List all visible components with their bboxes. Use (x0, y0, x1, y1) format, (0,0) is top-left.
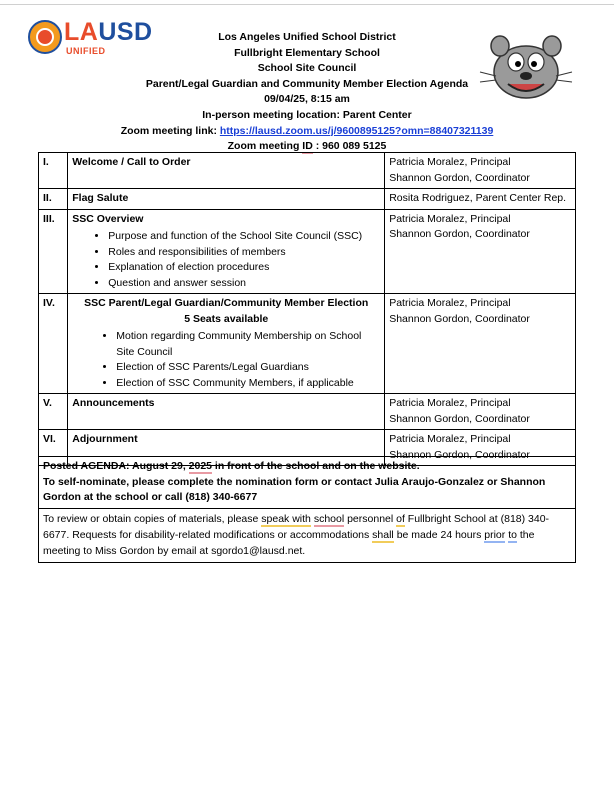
meeting-location: In-person meeting location: Parent Center (202, 108, 412, 121)
posted-line: Posted AGENDA: August 29, 2025 in front of the school and on the website. (43, 460, 420, 472)
seal-icon (28, 20, 62, 54)
overview-list: • Purpose and function of the School Site Council (SSC) • Roles and responsibilities of members • Explanation of election procedures • Question and answer session (72, 229, 380, 291)
zoom-id-line: Zoom meeting ID : 960 089 5125 (227, 140, 387, 153)
review-notice: To review or obtain copies of materials, please speak with school personnel of Fullbright School at (818) 340-6677. Requests for disability-related modifications or accommodations shall be made 24 hours prior to the meeting to Miss Gordon by email at sgordo1@lausd.net. (38, 508, 576, 563)
council-name: School Site Council (257, 62, 357, 75)
zoom-link-line: Zoom meeting link: https://lausd.zoom.us/j/9600895125?omn=88407321139 (120, 124, 494, 137)
table-row: IV. SSC Parent/Legal Guardian/Community Member Election 5 Seats available • Motion regarding Community Membership on School Site Council • Election of SSC Parents/Legal Guardians • Election of SSC Community Members, if applicable Patricia Moralez, Principal Shannon Gordon, Coordinator (39, 294, 576, 394)
posted-notice (38, 456, 576, 509)
election-list: • Motion regarding Community Membership on School Site Council • Election of SSC Parents/Legal Guardians • Election of SSC Community Members, if applicable (72, 329, 380, 391)
table-row: V. Announcements Patricia Moralez, Principal Shannon Gordon, Coordinator (39, 394, 576, 430)
agenda-table (38, 152, 576, 466)
table-row: I. Welcome / Call to Order Patricia Moralez, Principal Shannon Gordon, Coordinator (39, 153, 576, 189)
table-row: II. Flag Salute Rosita Rodriguez, Parent Center Rep. (39, 189, 576, 210)
table-row: VI. Adjournment Patricia Moralez, Principal Shannon Gordon, Coordinator (39, 430, 576, 466)
district-name: Los Angeles Unified School District (218, 31, 396, 43)
school-name: Fullbright Elementary School (234, 46, 380, 59)
top-rule (0, 4, 614, 5)
zoom-link[interactable]: https://lausd.zoom.us/j/9600895125?omn=88407321139 (219, 124, 494, 137)
table-row: III. SSC Overview • Purpose and function of the School Site Council (SSC) • Roles and responsibilities of members • Explanation of election procedures • Question and answer session Patricia Moralez, Principal Shannon Gordon, Coordinator (39, 209, 576, 294)
logo-subtitle: UNIFIED (66, 46, 106, 56)
agenda-title: Parent/Legal Guardian and Community Member Election Agenda (145, 77, 469, 90)
meeting-datetime: 09/04/25, 8:15 am (264, 93, 350, 106)
nomination-line: To self-nominate, please complete the nomination form or contact Julia Araujo-Gonzalez or Shannon Gordon at the school or call (818) 340-6677 (43, 475, 546, 503)
logo-wordmark: LAUSD (64, 18, 153, 46)
document-header (100, 30, 514, 155)
